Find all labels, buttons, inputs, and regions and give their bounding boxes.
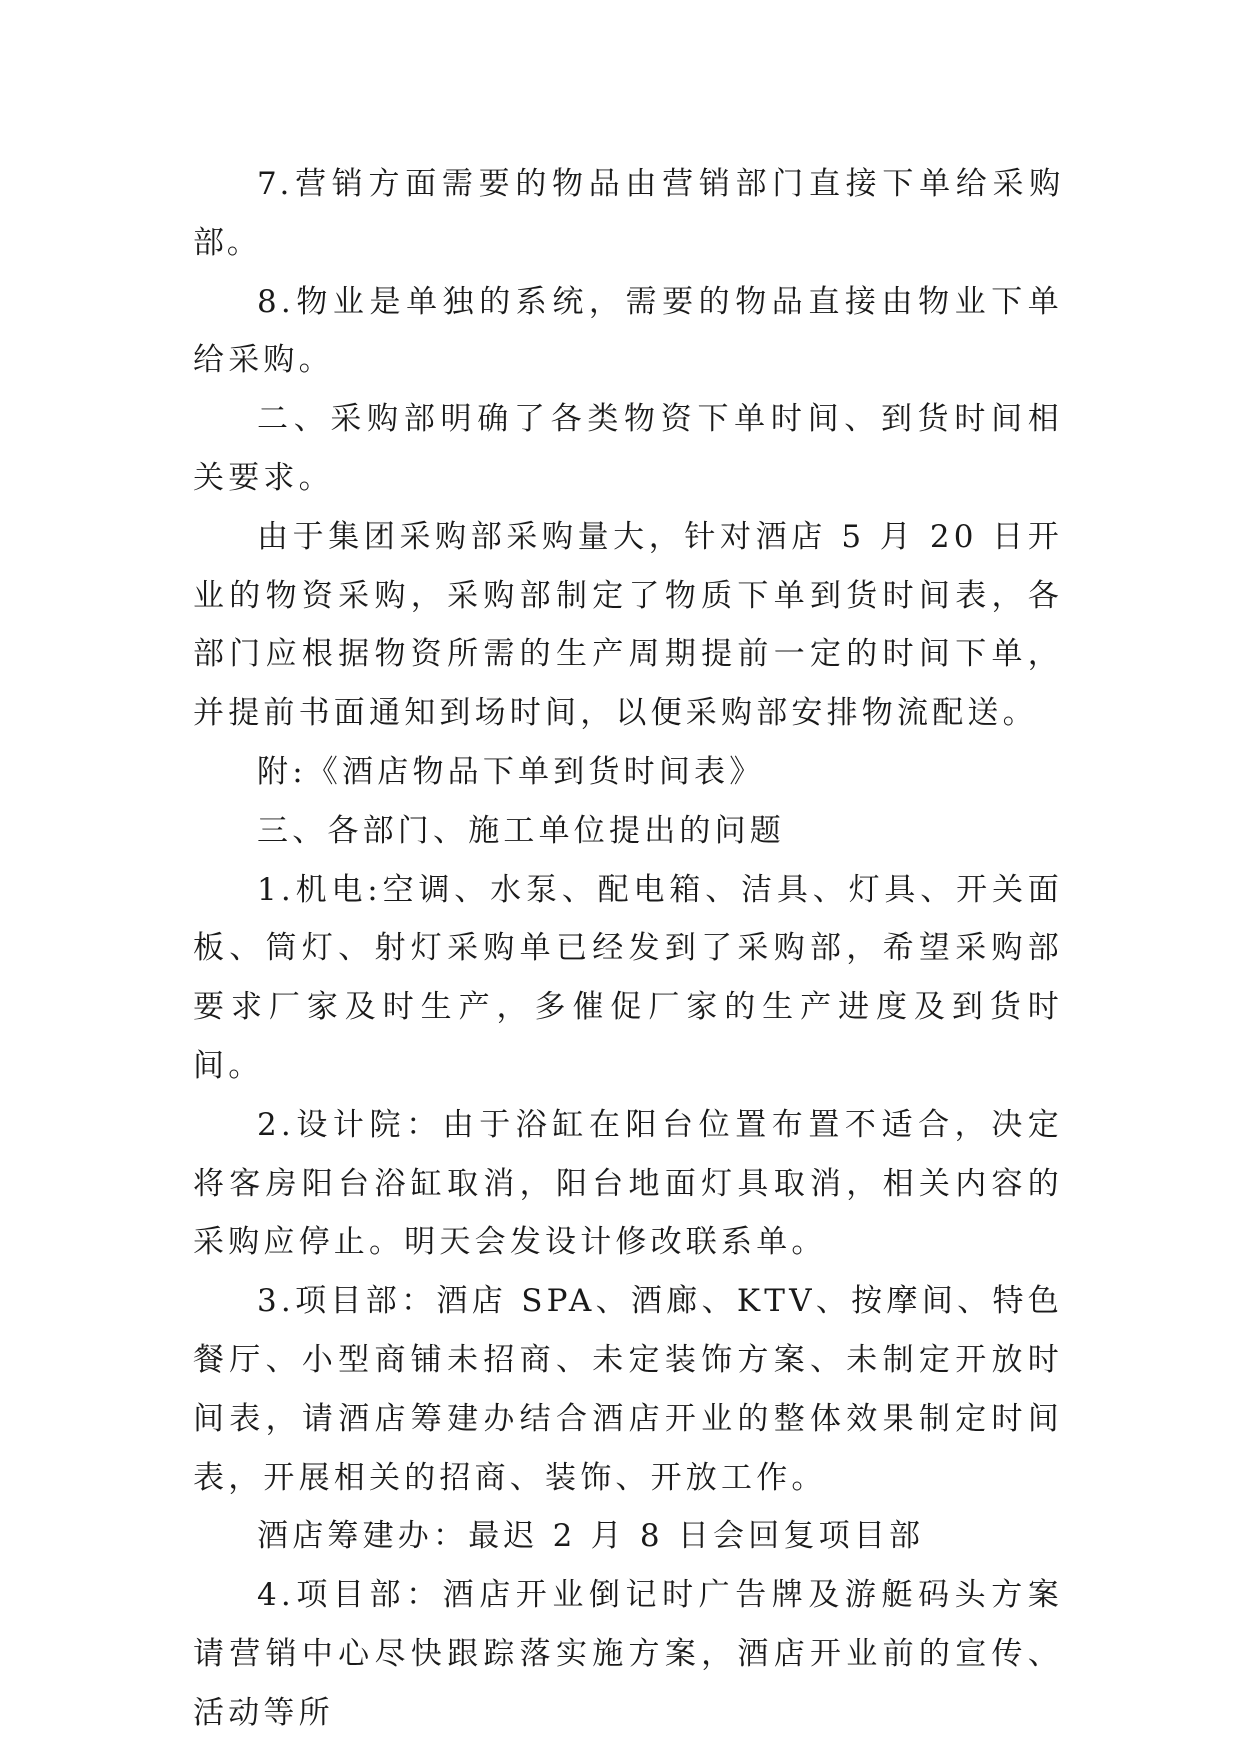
paragraph-procurement-schedule: 由于集团采购部采购量大，针对酒店 5 月 20 日开业的物资采购，采购部制定了物质下单到货时间表，各部门应根据物资所需的生产周期提前一定的时间下单，并提前书面通知到场时间，以便采购部安排物流配送。 — [193, 518, 1063, 732]
paragraph-attachment: 附:《酒店物品下单到货时间表》 — [257, 753, 765, 790]
section-heading-3: 三、各部门、施工单位提出的问题 — [257, 812, 785, 849]
paragraph-issue-2: 2.设计院：由于浴缸在阳台位置布置不适合，决定将客房阳台浴缸取消，阳台地面灯具取消，相关内容的采购应停止。明天会发设计修改联系单。 — [193, 1106, 1063, 1261]
paragraph-item-8: 8.物业是单独的系统，需要的物品直接由物业下单给采购。 — [193, 283, 1063, 379]
paragraph-issue-1: 1.机电:空调、水泵、配电箱、洁具、灯具、开关面板、筒灯、射灯采购单已经发到了采购部，希望采购部要求厂家及时生产，多催促厂家的生产进度及到货时间。 — [193, 871, 1063, 1084]
paragraph-item-7: 7.营销方面需要的物品由营销部门直接下单给采购部。 — [193, 166, 1063, 261]
document-body — [193, 155, 1063, 1743]
paragraph-issue-4: 4.项目部：酒店开业倒记时广告牌及游艇码头方案请营销中心尽快跟踪落实施方案，酒店开业前的宣传、活动等所 — [193, 1577, 1063, 1731]
section-heading-2: 二、采购部明确了各类物资下单时间、到货时间相关要求。 — [193, 401, 1063, 496]
paragraph-issue-3: 3.项目部：酒店 SPA、酒廊、KTV、按摩间、特色餐厅、小型商铺未招商、未定装饰方案、未制定开放时间表，请酒店筹建办结合酒店开业的整体效果制定时间表，开展相关的招商、装饰、开放工作。 — [193, 1283, 1063, 1496]
paragraph-reply: 酒店筹建办：最迟 2 月 8 日会回复项目部 — [257, 1518, 925, 1555]
